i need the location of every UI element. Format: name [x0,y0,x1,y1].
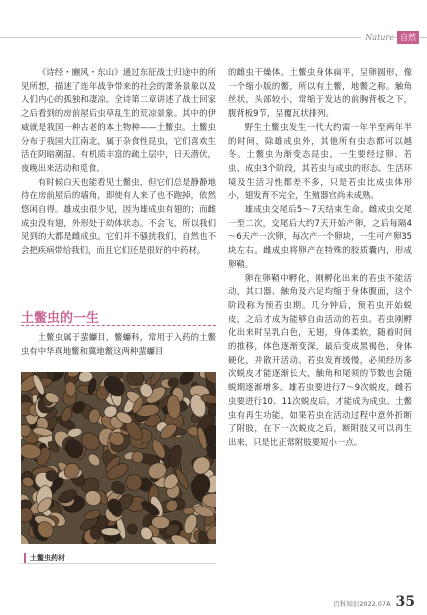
section-header [361,31,419,44]
caption-rule [21,563,216,564]
section-title: 土鳖虫的一生 [21,311,100,326]
left-column-intro [21,66,216,258]
page-number: 35 [395,594,415,610]
beetle-specimen-photo [21,372,216,544]
paragraph: 《诗经・豳风・东山》通过东征战士归途中的所见所想，描述了连年战争带来的社会的萧条景象以及人们内心的孤独和凄凉。全诗第二章讲述了战士回家之后看到的房前屋后虫草乱生的荒凉景象。其中的伊威就是我国一种古老的本土物种——土鳖虫。土鳖虫分布于我国大江南北，属于杂食性昆虫，它们喜欢生活在阴暗潮湿、有机质丰富的疏土层中，日天潜伏，夜晚出来活动和觅食。 [21,67,216,173]
section-name-cn: 自然 [397,31,419,44]
section-name-en: Nature [361,33,394,42]
paragraph: 有时候白天也能看见土鳖虫，但它们总是静静地待在房前屋后的墙角，即使有人来了也不跑掉，依然悠闲自得。雄成虫很少见，因为雄成虫有翅的；而雌成虫没有翅，外形处于幼体状态。不会飞，所以我们见到的大都是雌成虫。它们并不骚扰我们，自然也不会把疾病带给我们，而且它们还是很好的中药材。 [21,176,216,256]
paragraph: 卵在卵鞘中孵化，刚孵化出来的若虫不能活动，其口器、触角及六足均缩于身体腹面，这个阶段称为预若虫期。几分钟后，预若虫开始蜕皮，之后才成为能够自由活动的若虫。若虫刚孵化出来时呈乳白色，无翅，身体柔软，随着时间的推移，体色逐渐变深，最后变成黑褐色，身体硬化，并散开活动。若虫发育缓慢，必须经历多次蜕皮才能逐渐长大，触角和尾须的节数也会随蜕期逐渐增多。雄若虫要进行7～9次蜕皮，雌若虫要进行10、11次蜕皮后，才能成为成虫。土鳖虫有再生功能，如果若虫在活动过程中意外折断了附肢，在下一次蜕皮之后，断附肢又可以再生出来，只是比正常附肢要短小一点。 [228,272,412,447]
page-footer [333,594,415,610]
paragraph: 雄成虫交尾后5～7天结束生命。雌成虫交尾一至二次，交尾后大约7天开始产卵，之后每隔4～6天产一次卵，每次产一个卵块，一生可产卵35块左右。雌成虫将卵产在特殊的胶质囊内，形成卵鞘。 [228,204,412,269]
magazine-issue: 百科知识2022.07A [333,600,391,608]
photo-caption: 土鳖虫药材 [24,553,65,563]
paragraph: 的雌虫干燥体。土鳖虫身体扁平，呈卵圆形，像一个缩小版的鳖，所以有土鳖，地鳖之称。触角丝状，头部较小，常缩于发达的前胸背板之下，腹背板9节，呈覆瓦状排列。 [228,67,412,119]
dried-beetles-image [21,372,216,544]
section-divider [21,325,216,327]
beetle-shell [101,528,120,536]
right-column [228,66,412,450]
left-column-body [21,331,216,358]
beetle-shell [193,474,210,495]
paragraph: 土鳖虫属于蜚蠊目，鳖蠊科，常用于入药的土鳖虫有中华真地鳖和冀地鳖这两种蜚蠊目 [21,332,216,356]
paragraph: 野生土鳖虫发生一代大约需一年半至两年半的时间，除雄成虫外，其他所有虫态都可以越冬。土鳖虫为渐变态昆虫，一生要经过卵、若虫、成虫3个阶段，其若虫与成虫的形态、生活环境及生活习性都差不多，只是若虫比成虫体形小，翅发育不完全，生殖器官尚未成熟。 [228,121,412,201]
